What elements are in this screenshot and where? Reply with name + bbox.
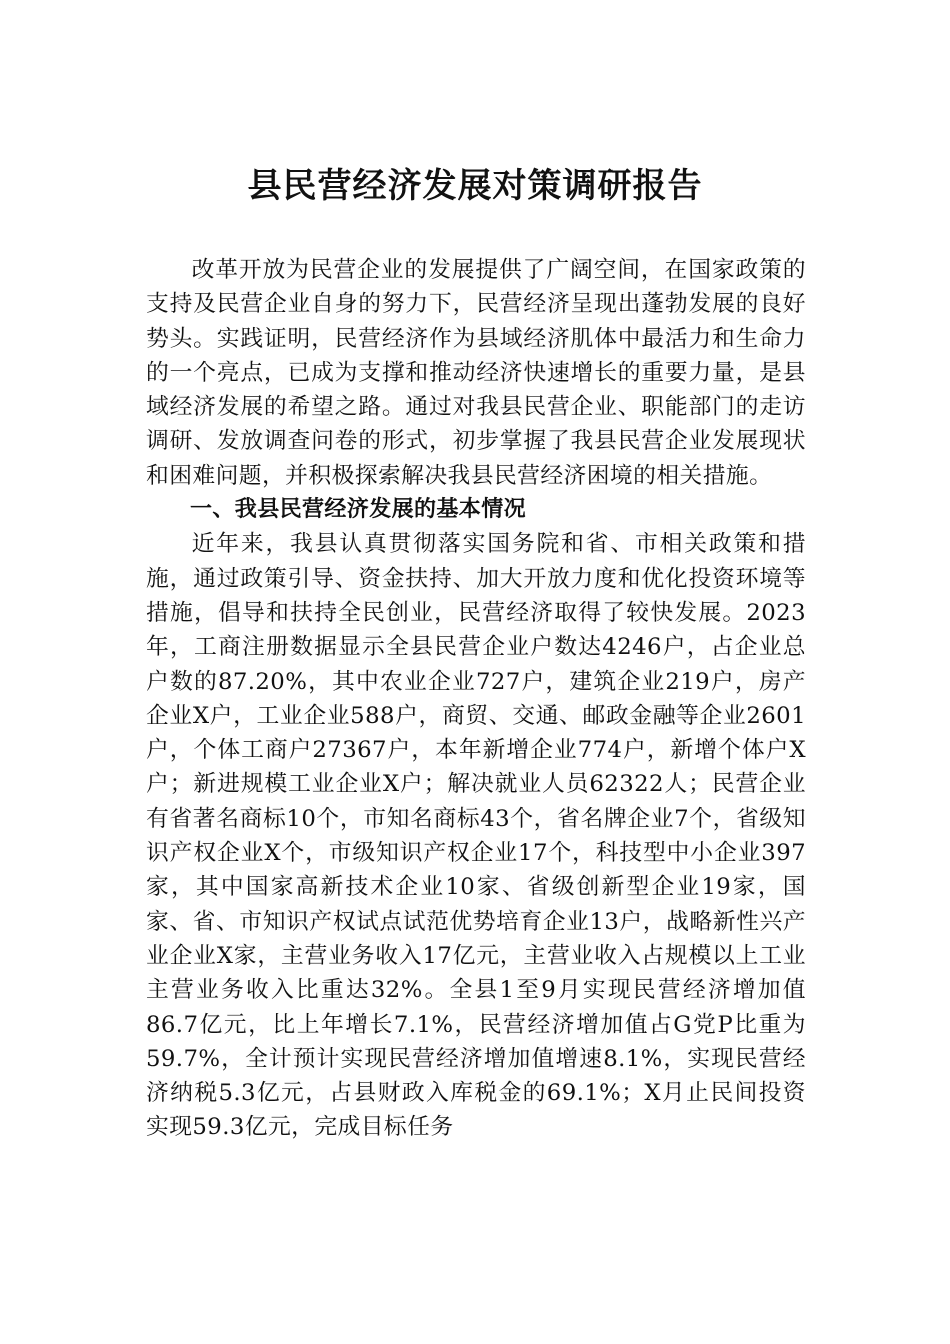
section-paragraph: 近年来，我县认真贯彻落实国务院和省、市相关政策和措施，通过政策引导、资金扶持、加大开放力度和优化投资环境等措施，倡导和扶持全民创业，民营经济取得了较快发展。2023年，工商注册数据显示全县民营企业户数达4246户，占企业总户数的87.20%，其中农业企业727户，建筑企业219户，房产企业X户，工业企业588户，商贸、交通、邮政金融等企业2601户，个体工商户27367户，本年新增企业774户，新增个体户X户；新进规模工业企业X户；解决就业人员62322人；民营企业有省著名商标10个，市知名商标43个，省名牌企业7个，省级知识产权企业X个，市级知识产权企业17个，科技型中小企业397家，其中国家高新技术企业10家、省级创新型企业19家，国家、省、市知识产权试点试范优势培育企业13户，战略新性兴产业企业X家，主营业务收入17亿元，主营业收入占规模以上工业主营业务收入比重达32%。全县1至9月实现民营经济增加值86.7亿元，比上年增长7.1%，民营经济增加值占G党P比重为59.7%，全计预计实现民营经济增加值增速8.1%，实现民营经济纳税5.3亿元，占县财政入库税金的69.1%；X月止民间投资实现59.3亿元，完成目标任务 — [146, 531, 806, 1141]
section-heading: 一、我县民营经济发展的基本情况 — [190, 497, 527, 523]
document-title: 县民营经济发展对策调研报告 — [247, 166, 703, 206]
document-body — [146, 253, 806, 1145]
intro-paragraph: 改革开放为民营企业的发展提供了广阔空间，在国家政策的支持及民营企业自身的努力下，民营经济呈现出蓬勃发展的良好势头。实践证明，民营经济作为县域经济肌体中最活力和生命力的一个亮点，已成为支撑和推动经济快速增长的重要力量，是县域经济发展的希望之路。通过对我县民营企业、职能部门的走访调研、发放调查问卷的形式，初步掌握了我县民营企业发展现状和困难问题，并积极探索解决我县民营经济困境的相关措施。 — [146, 257, 806, 489]
